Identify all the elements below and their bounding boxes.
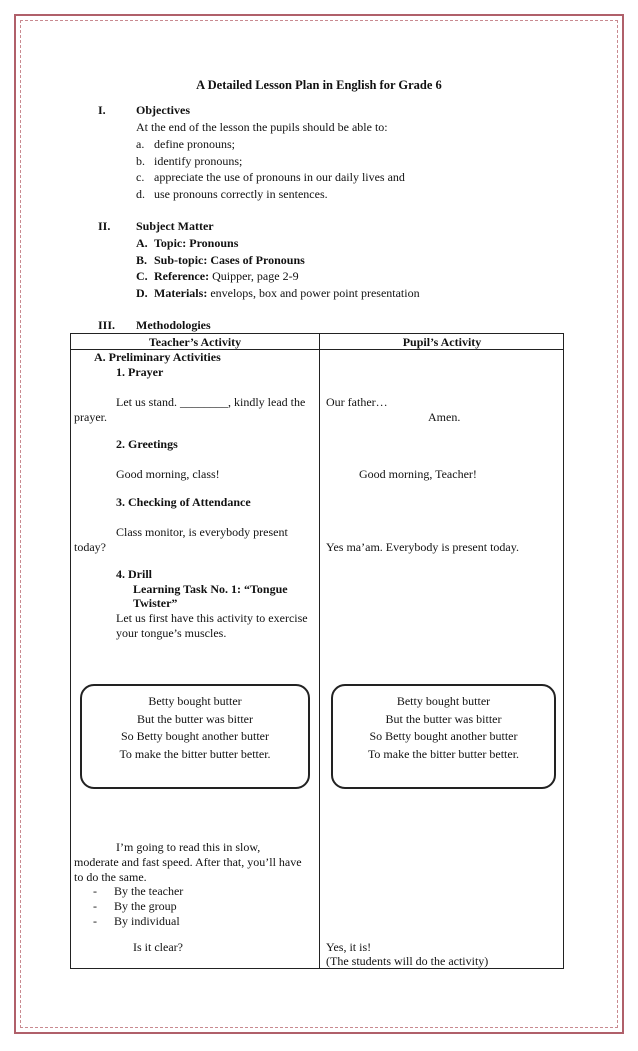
mode-bullet: - [93,914,97,928]
subject-numeral: II. [98,219,111,233]
objectives-heading: Objectives [136,103,190,117]
lesson-title: A Detailed Lesson Plan in English for Grade 6 [196,78,442,92]
greetings-heading: 2. Greetings [116,437,178,451]
reading-mode-item: By the group [114,899,177,913]
reading-mode-item: By individual [114,914,180,928]
attendance-heading: 3. Checking of Attendance [116,495,251,509]
subject-letter: B. [136,253,148,267]
subject-materials [154,286,420,301]
methodologies-heading: Methodologies [136,318,211,332]
mode-bullet: - [93,899,97,913]
task-title: Learning Task No. 1: “Tongue [133,582,288,596]
subject-heading: Subject Matter [136,219,214,233]
column-divider [319,334,320,968]
objective-item: define pronouns; [154,137,235,151]
drill-teacher-line: your tongue’s muscles. [116,626,227,640]
greetings-pupil: Good morning, Teacher! [359,467,477,481]
prayer-teacher-line: Let us stand. ________, kindly lead the [116,395,306,409]
materials-value: envelops, box and power point presentation [210,286,420,300]
objective-letter: a. [136,137,145,151]
clarity-answer: Yes, it is! [326,940,372,954]
methodologies-numeral: III. [98,318,116,332]
preliminary-heading: A. Preliminary Activities [94,350,221,364]
prayer-pupil-amen: Amen. [428,410,461,424]
clarity-question: Is it clear? [133,940,183,954]
materials-label: Materials: [154,286,208,300]
reading-mode-item: By the teacher [114,884,184,898]
greetings-teacher: Good morning, class! [116,467,220,481]
attendance-teacher-line: today? [74,540,106,554]
objectives-numeral: I. [98,103,106,117]
objective-letter: c. [136,170,145,184]
subject-letter: C. [136,269,148,283]
drill-heading: 4. Drill [116,567,152,581]
objective-letter: b. [136,154,145,168]
reading-instruction-line: to do the same. [74,870,147,884]
pupil-activity-header: Pupil’s Activity [402,335,482,349]
drill-teacher-line: Let us first have this activity to exercise [116,611,308,625]
poem-line: Betty bought butter [396,694,491,708]
prayer-pupil-line: Our father… [326,395,388,409]
prayer-teacher-line: prayer. [74,410,107,424]
subject-topic: Topic: Pronouns [154,236,239,250]
prayer-heading: 1. Prayer [116,365,164,379]
task-title: Twister” [133,596,178,610]
reading-instruction-line: moderate and fast speed. After that, you’ll have [74,855,302,869]
objective-item: appreciate the use of pronouns in our daily lives and [154,170,405,184]
subject-reference [154,269,299,284]
attendance-pupil: Yes ma’am. Everybody is present today. [326,540,519,554]
poem-line: To make the bitter butter better. [367,746,520,761]
activity-table [70,333,564,969]
reading-instruction-line: I’m going to read this in slow, [116,840,261,854]
students-activity-note: (The students will do the activity) [326,954,489,968]
poem-line: Betty bought butter [148,694,242,708]
tongue-twister-box-pupil [331,684,556,789]
poem-line: So Betty bought another butter [369,729,518,743]
objective-item: use pronouns correctly in sentences. [154,187,328,201]
poem-line: To make the bitter butter better. [119,746,271,761]
poem-line: But the butter was bitter [137,711,253,726]
poem-line: So Betty bought another butter [121,729,269,743]
objective-letter: d. [136,187,145,201]
mode-bullet: - [93,884,97,898]
teacher-activity-header: Teacher’s Activity [148,335,242,349]
tongue-twister-box-teacher [80,684,310,789]
reference-label: Reference: [154,269,210,283]
attendance-teacher-line: Class monitor, is everybody present [116,525,288,539]
subject-letter: A. [136,236,148,250]
subject-subtopic: Sub-topic: Cases of Pronouns [154,253,305,267]
reference-value: Quipper, page 2-9 [212,269,299,283]
poem-line: But the butter was bitter [385,711,502,726]
objectives-intro: At the end of the lesson the pupils should be able to: [136,120,388,134]
objective-item: identify pronouns; [154,154,243,168]
subject-letter: D. [136,286,148,300]
